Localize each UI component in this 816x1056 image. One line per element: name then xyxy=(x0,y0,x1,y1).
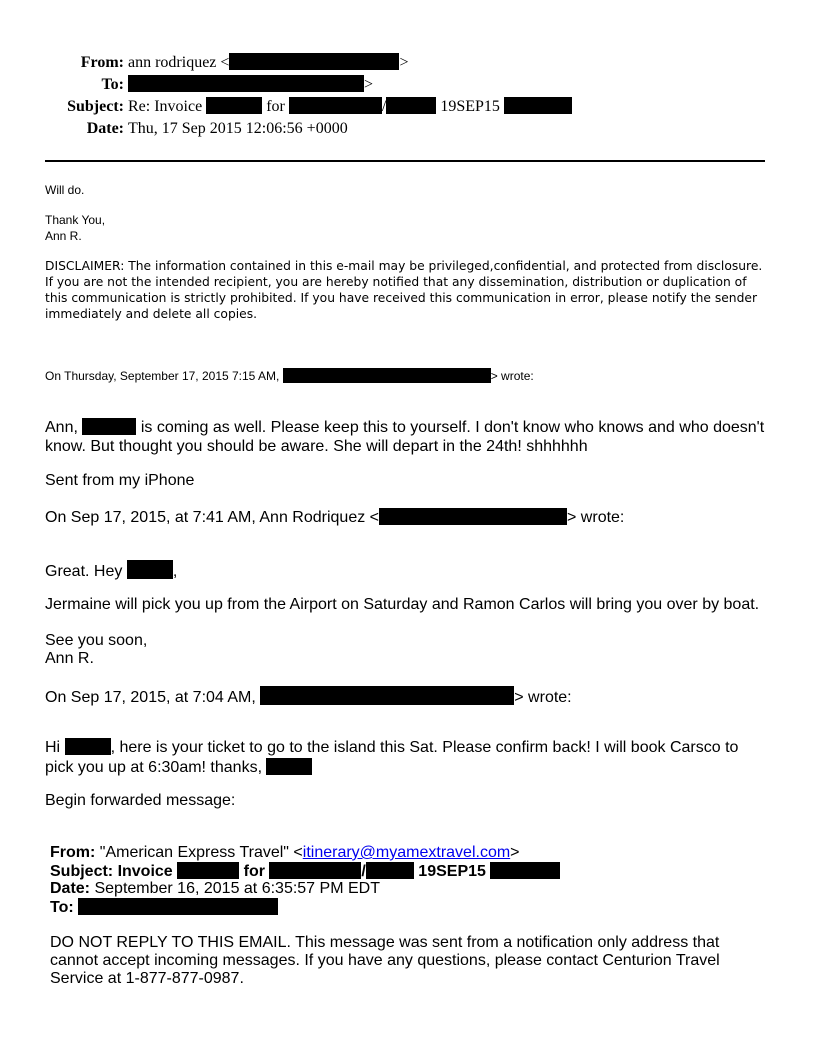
subject-slash: / xyxy=(381,98,387,115)
quote3-intro-post: > wrote: xyxy=(514,689,572,706)
redaction-greeting-name xyxy=(127,560,173,579)
quote1-intro-pre: On Thursday, September 17, 2015 7:15 AM, xyxy=(45,369,280,383)
date-label: Date: xyxy=(86,120,124,137)
message1-body xyxy=(45,418,770,456)
date-value: Thu, 17 Sep 2015 12:06:56 +0000 xyxy=(128,120,348,137)
redaction-fwd-name xyxy=(269,862,361,879)
from-name: ann rodriquez < xyxy=(128,54,230,71)
reply-line: Will do. xyxy=(45,183,85,197)
sent-from: Sent from my iPhone xyxy=(45,472,195,489)
redaction-from-email xyxy=(229,53,399,70)
forwarded-to xyxy=(50,898,278,917)
to-label: To: xyxy=(101,76,124,93)
from-close: > xyxy=(399,54,409,71)
disclaimer-text: DISCLAIMER: The information contained in this e-mail may be privileged,confidential, and protected from disclosure. If you are not the intended recipient, you are hereby notified that any dissemination, distribution or duplication of this communication is strictly prohibited. If you have received this communication in error, please notify the sender immediately and delete all copies. xyxy=(45,259,763,321)
redaction-quote2-email xyxy=(379,508,567,525)
message2-see-you: See you soon, xyxy=(45,632,148,649)
subject-label: Subject: xyxy=(67,98,124,115)
greeting-text: Great. Hey xyxy=(45,563,123,580)
redaction-subject-tail xyxy=(504,97,572,114)
from-value xyxy=(128,52,408,74)
forwarded-from-email-link[interactable]: itinerary@myamextravel.com xyxy=(302,844,511,861)
subject-prefix: Re: Invoice xyxy=(128,98,203,115)
redaction-quote1-sender xyxy=(283,368,491,383)
quote2-intro xyxy=(45,508,770,528)
forwarded-subject-for: for xyxy=(243,863,265,880)
forwarded-notice: DO NOT REPLY TO THIS EMAIL. This message was sent from a notification only address that cannot accept incoming messages. If you have any questions, please contact Centurion Travel Service at 1-877-877-0987. xyxy=(50,934,720,987)
email-header xyxy=(4,52,704,142)
forwarded-date-label: Date: xyxy=(50,880,91,897)
redaction-to-email xyxy=(128,75,364,92)
quote3-intro-pre: On Sep 17, 2015, at 7:04 AM, xyxy=(45,689,256,706)
greeting-post: , xyxy=(172,563,178,580)
subject-date: 19SEP15 xyxy=(440,98,500,115)
forwarded-from xyxy=(50,844,520,862)
redaction-fwd-to xyxy=(78,898,278,915)
begin-forwarded: Begin forwarded message: xyxy=(45,792,236,809)
reply-thanks: Thank You, xyxy=(45,213,106,227)
message2-signature: Ann R. xyxy=(45,650,94,667)
message1-pre: Ann, xyxy=(45,419,78,436)
redaction-invoice-number xyxy=(206,97,262,114)
forwarded-date xyxy=(50,880,380,898)
redaction-quote3-sender xyxy=(260,686,514,705)
redaction-message1-name xyxy=(82,418,136,435)
forwarded-subject xyxy=(50,862,560,881)
forwarded-subject-date: 19SEP15 xyxy=(418,863,486,880)
forwarded-from-label: From: xyxy=(50,844,96,861)
subject-value xyxy=(128,96,572,118)
redaction-fwd-invoice xyxy=(177,862,239,879)
forwarded-to-label: To: xyxy=(50,899,74,916)
header-divider xyxy=(45,160,765,162)
to-value xyxy=(128,74,373,96)
message3-text: , here is your ticket to go to the island this Sat. Please confirm back! I will book Carsco to pick you up at 6:30am! thanks, xyxy=(45,739,739,776)
quote2-intro-post: > wrote: xyxy=(567,509,625,526)
redaction-subject-name2 xyxy=(386,97,436,114)
message1-post: is coming as well. Please keep this to yourself. I don't know who knows and who doesn't know. But thought you should be aware. She will depart in the 24th! shhhhhh xyxy=(45,419,765,455)
forwarded-subject-slash: / xyxy=(361,863,366,880)
to-close: > xyxy=(364,76,374,93)
message3-hi: Hi xyxy=(45,739,61,756)
forwarded-from-name: "American Express Travel" < xyxy=(99,844,303,861)
reply-signature: Ann R. xyxy=(45,229,82,243)
forwarded-from-close: > xyxy=(510,844,520,861)
quote2-intro-pre: On Sep 17, 2015, at 7:41 AM, Ann Rodriquez < xyxy=(45,509,380,526)
subject-for: for xyxy=(266,98,285,115)
redaction-subject-name xyxy=(289,97,382,114)
message3-body xyxy=(45,738,770,777)
quote1-intro-post: > wrote: xyxy=(490,369,534,383)
quote3-intro xyxy=(45,686,770,708)
quote1-intro xyxy=(45,368,534,384)
from-label: From: xyxy=(80,54,124,71)
forwarded-subject-label: Subject: Invoice xyxy=(50,863,173,880)
forwarded-date-value: September 16, 2015 at 6:35:57 PM EDT xyxy=(94,880,380,897)
redaction-fwd-tail xyxy=(490,862,560,879)
message2-greeting xyxy=(45,560,770,582)
redaction-fwd-name2 xyxy=(366,862,414,879)
redaction-message3-name xyxy=(65,738,111,755)
message2-body: Jermaine will pick you up from the Airport on Saturday and Ramon Carlos will bring you over by boat. xyxy=(45,596,760,613)
redaction-message3-signature xyxy=(266,758,312,775)
